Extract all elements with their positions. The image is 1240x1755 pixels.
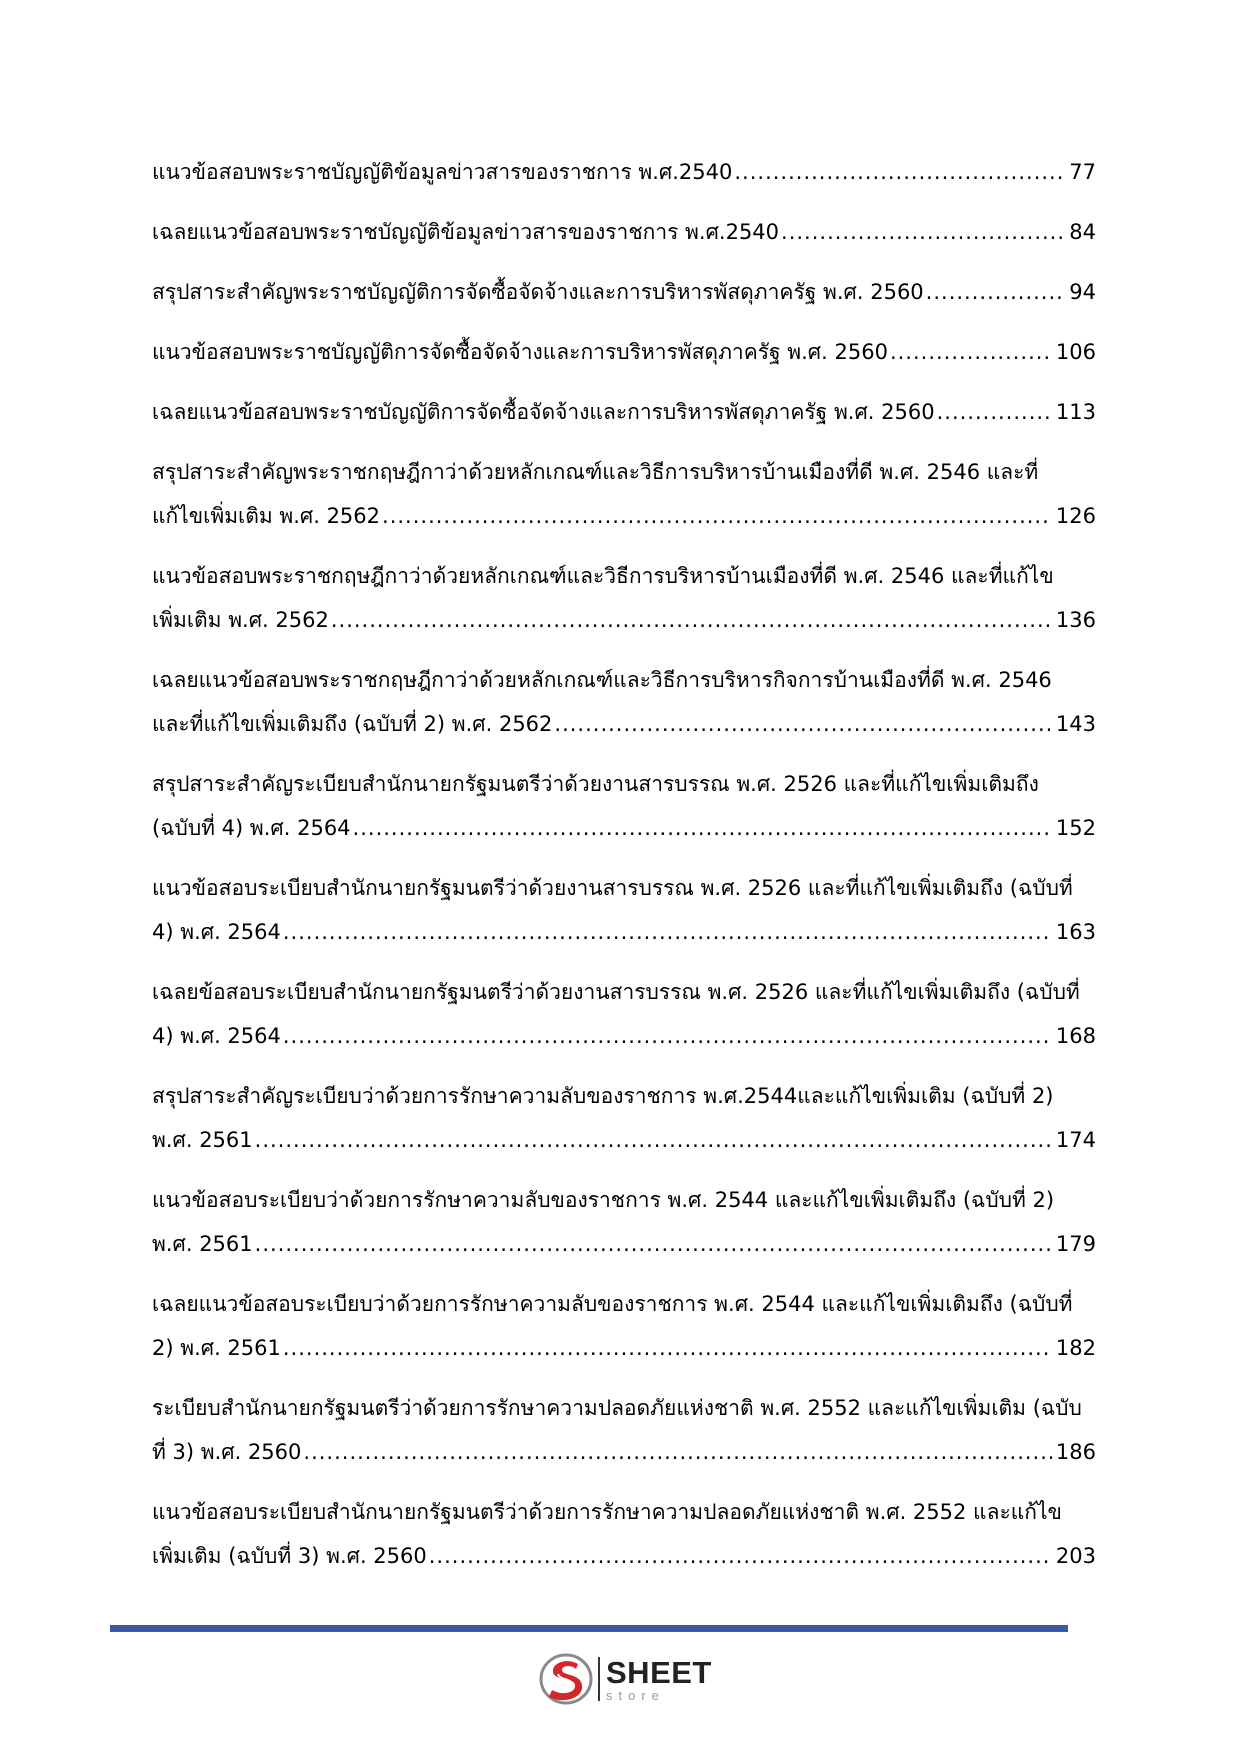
toc-page-number: 94 [1069, 280, 1096, 304]
toc-leader-dots [283, 910, 1052, 954]
toc-leader-dots [331, 598, 1052, 642]
toc-entry-title-line: เฉลยแนวข้อสอบพระราชกฤษฎีกาว่าด้วยหลักเกณฑ์และวิธีการบริหารกิจการบ้านเมืองที่ดี พ.ศ. 2546 [152, 668, 1052, 692]
toc-leader-dots [429, 1534, 1052, 1578]
toc-entry[interactable] [152, 1282, 1096, 1370]
toc-entry-last-line [152, 702, 1096, 746]
toc-entry-title-line: เฉลยแนวข้อสอบพระราชบัญญัติการจัดซื้อจัดจ้างและการบริหารพัสดุภาครัฐ พ.ศ. 2560 [152, 400, 935, 424]
toc-leader-dots [255, 1118, 1052, 1162]
toc-leader-dots [353, 806, 1052, 850]
toc-leader-dots [890, 330, 1052, 374]
logo-subword: store [606, 1687, 665, 1703]
toc-entry-title-line: 2) พ.ศ. 2561 [152, 1336, 281, 1360]
toc-entry[interactable] [152, 390, 1096, 434]
toc-page-number: 143 [1055, 712, 1096, 736]
toc-leader-dots [781, 210, 1065, 254]
toc-entry[interactable] [152, 1490, 1096, 1578]
toc-page-number: 179 [1055, 1232, 1096, 1256]
toc-entry-last-line [152, 390, 1096, 434]
toc-entry-title-line: เพิ่มเติม พ.ศ. 2562 [152, 608, 329, 632]
toc-entry[interactable] [152, 450, 1096, 538]
toc-entry-last-line [152, 1014, 1096, 1058]
toc-page-number: 168 [1055, 1024, 1096, 1048]
toc-page-number: 136 [1055, 608, 1096, 632]
toc-entry-last-line [152, 494, 1096, 538]
toc-entry-title-line: (ฉบับที่ 4) พ.ศ. 2564 [152, 816, 351, 840]
toc-entry-last-line [152, 598, 1096, 642]
toc-entry-title-line: พ.ศ. 2561 [152, 1128, 253, 1152]
toc-entry-last-line [152, 1326, 1096, 1370]
toc-page-number: 203 [1055, 1544, 1096, 1568]
toc-entry[interactable] [152, 1178, 1096, 1266]
toc-entry-title-line: พ.ศ. 2561 [152, 1232, 253, 1256]
toc-entry-last-line [152, 1534, 1096, 1578]
toc-leader-dots [382, 494, 1052, 538]
toc-page-number: 77 [1069, 160, 1096, 184]
toc-entry[interactable] [152, 762, 1096, 850]
toc-entry-title-line: แนวข้อสอบระเบียบว่าด้วยการรักษาความลับของราชการ พ.ศ. 2544 และแก้ไขเพิ่มเติมถึง (ฉบับที่ 2) [152, 1188, 1055, 1212]
toc-entry-title-line: สรุปสาระสำคัญระเบียบสำนักนายกรัฐมนตรีว่าด้วยงานสารบรรณ พ.ศ. 2526 และที่แก้ไขเพิ่มเติมถึง [152, 772, 1039, 796]
toc-leader-dots [937, 390, 1052, 434]
sheet-store-logo [538, 1652, 712, 1706]
toc-entry[interactable] [152, 1386, 1096, 1474]
toc-entry[interactable] [152, 658, 1096, 746]
toc-entry-title-line: แนวข้อสอบพระราชกฤษฎีกาว่าด้วยหลักเกณฑ์และวิธีการบริหารบ้านเมืองที่ดี พ.ศ. 2546 และที่แก้ไข [152, 564, 1054, 588]
toc-page-number: 113 [1055, 400, 1096, 424]
toc-entry-last-line [152, 910, 1096, 954]
toc-leader-dots [734, 150, 1065, 194]
toc-entry-title-line: และที่แก้ไขเพิ่มเติมถึง (ฉบับที่ 2) พ.ศ. 2562 [152, 712, 553, 736]
toc-page-number: 84 [1069, 220, 1096, 244]
toc-page-number: 152 [1055, 816, 1096, 840]
toc-leader-dots [283, 1326, 1052, 1370]
toc-entry-title-line: สรุปสาระสำคัญพระราชบัญญัติการจัดซื้อจัดจ้างและการบริหารพัสดุภาครัฐ พ.ศ. 2560 [152, 280, 924, 304]
toc-entry-title-line: แนวข้อสอบระเบียบสำนักนายกรัฐมนตรีว่าด้วยการรักษาความปลอดภัยแห่งชาติ พ.ศ. 2552 และแก้ไข [152, 1500, 1062, 1524]
toc-entry-last-line [152, 330, 1096, 374]
toc-entry-title-line: เพิ่มเติม (ฉบับที่ 3) พ.ศ. 2560 [152, 1544, 427, 1568]
toc-entry[interactable] [152, 554, 1096, 642]
toc-entry-last-line [152, 1430, 1096, 1474]
toc-entry-last-line [152, 150, 1096, 194]
toc-entry-title-line: ระเบียบสำนักนายกรัฐมนตรีว่าด้วยการรักษาความปลอดภัยแห่งชาติ พ.ศ. 2552 และแก้ไขเพิ่มเติม (ฉบับ [152, 1396, 1082, 1420]
toc-page-number: 186 [1055, 1440, 1096, 1464]
toc-leader-dots [554, 702, 1052, 746]
toc-entry-title-line: สรุปสาระสำคัญระเบียบว่าด้วยการรักษาความลับของราชการ พ.ศ.2544และแก้ไขเพิ่มเติม (ฉบับที่ 2) [152, 1084, 1054, 1108]
toc-entry-title-line: แนวข้อสอบระเบียบสำนักนายกรัฐมนตรีว่าด้วยงานสารบรรณ พ.ศ. 2526 และที่แก้ไขเพิ่มเติมถึง (ฉบับที่ [152, 876, 1073, 900]
sheet-store-logo-icon [538, 1652, 594, 1706]
toc-page-number: 163 [1055, 920, 1096, 944]
toc-leader-dots [255, 1222, 1052, 1266]
table-of-contents [152, 150, 1096, 1594]
toc-entry-title-line: 4) พ.ศ. 2564 [152, 920, 281, 944]
toc-entry-last-line [152, 806, 1096, 850]
toc-entry-title-line: แก้ไขเพิ่มเติม พ.ศ. 2562 [152, 504, 381, 528]
toc-entry-title-line: ที่ 3) พ.ศ. 2560 [152, 1440, 302, 1464]
toc-entry-last-line [152, 1118, 1096, 1162]
toc-page-number: 106 [1055, 340, 1096, 364]
logo-word: SHEET [606, 1654, 712, 1690]
toc-page-number: 126 [1055, 504, 1096, 528]
toc-entry[interactable] [152, 1074, 1096, 1162]
footer-rule [110, 1625, 1068, 1632]
toc-entry[interactable] [152, 270, 1096, 314]
toc-entry-last-line [152, 210, 1096, 254]
toc-entry-title-line: แนวข้อสอบพระราชบัญญัติข้อมูลข่าวสารของราชการ พ.ศ.2540 [152, 160, 733, 184]
toc-entry[interactable] [152, 150, 1096, 194]
toc-entry-title-line: 4) พ.ศ. 2564 [152, 1024, 281, 1048]
toc-page-number: 174 [1055, 1128, 1096, 1152]
toc-leader-dots [926, 270, 1066, 314]
toc-entry-title-line: เฉลยข้อสอบระเบียบสำนักนายกรัฐมนตรีว่าด้วยงานสารบรรณ พ.ศ. 2526 และที่แก้ไขเพิ่มเติมถึง (ฉบับที่ [152, 980, 1080, 1004]
toc-page-number: 182 [1055, 1336, 1096, 1360]
toc-leader-dots [283, 1014, 1052, 1058]
toc-entry-last-line [152, 1222, 1096, 1266]
toc-entry-last-line [152, 270, 1096, 314]
toc-entry[interactable] [152, 330, 1096, 374]
toc-entry[interactable] [152, 970, 1096, 1058]
toc-entry[interactable] [152, 210, 1096, 254]
toc-entry-title-line: เฉลยแนวข้อสอบพระราชบัญญัติข้อมูลข่าวสารของราชการ พ.ศ.2540 [152, 220, 780, 244]
toc-entry-title-line: แนวข้อสอบพระราชบัญญัติการจัดซื้อจัดจ้างและการบริหารพัสดุภาครัฐ พ.ศ. 2560 [152, 340, 888, 364]
toc-entry-title-line: เฉลยแนวข้อสอบระเบียบว่าด้วยการรักษาความลับของราชการ พ.ศ. 2544 และแก้ไขเพิ่มเติมถึง (ฉบับที่ [152, 1292, 1073, 1316]
toc-entry-title-line: สรุปสาระสำคัญพระราชกฤษฎีกาว่าด้วยหลักเกณฑ์และวิธีการบริหารบ้านเมืองที่ดี พ.ศ. 2546 และที่ [152, 460, 1039, 484]
logo-separator [598, 1657, 600, 1701]
logo-wordmark [606, 1654, 712, 1703]
toc-entry[interactable] [152, 866, 1096, 954]
toc-leader-dots [303, 1430, 1052, 1474]
